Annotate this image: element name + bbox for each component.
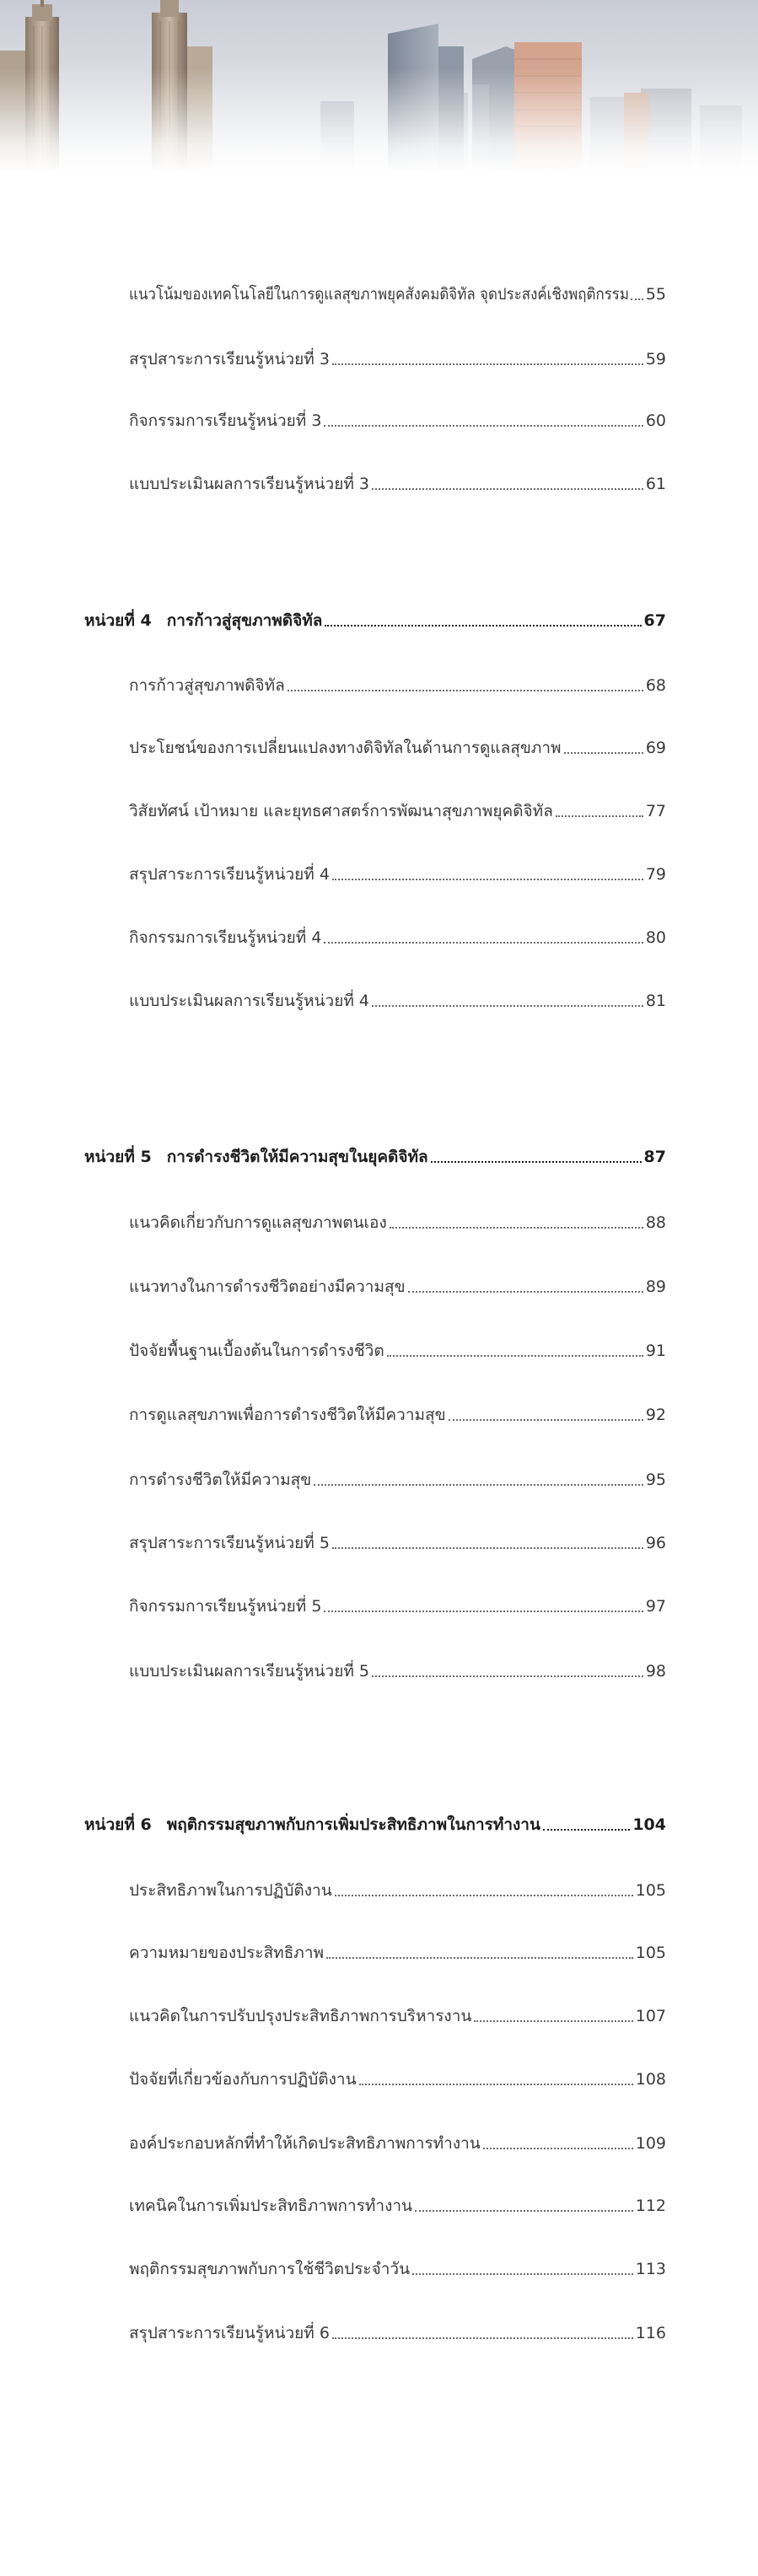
toc-item[interactable] <box>129 1528 666 1553</box>
toc-item-page: 55 <box>645 285 666 304</box>
dotted-leader <box>556 815 643 817</box>
toc-item-title: แบบประเมินผลการเรียนรู้หน่วยที่ 3 <box>129 475 369 493</box>
toc-item-page: 92 <box>645 1406 666 1424</box>
toc-item-page: 88 <box>645 1213 666 1232</box>
toc-item-title: เทคนิคในการเพิ่มประสิทธิภาพการทำงาน <box>129 2197 413 2215</box>
toc-item[interactable] <box>129 469 666 494</box>
dotted-leader <box>324 941 642 944</box>
toc-item-title: แนวคิดเกี่ยวกับการดูแลสุขภาพตนเอง <box>129 1213 387 1232</box>
dotted-leader <box>431 1160 642 1163</box>
toc-item-page: 89 <box>645 1277 666 1296</box>
toc-item[interactable] <box>129 1591 666 1616</box>
toc-item-title: วิสัยทัศน์ เป้าหมาย และยุทธศาสตร์การพัฒนาสุขภาพยุคดิจิทัล <box>129 802 553 820</box>
dotted-leader <box>288 689 643 691</box>
toc-item-title: กิจกรรมการเรียนรู้หน่วยที่ 3 <box>129 411 322 430</box>
toc-item[interactable] <box>129 2254 666 2279</box>
toc-item-page: 68 <box>645 676 666 695</box>
toc-item[interactable] <box>129 2128 666 2154</box>
toc-item-title: การดำรงชีวิตให้มีความสุข <box>129 1471 312 1489</box>
toc-item-title: แนวโน้มของเทคโนโลยีในการดูแลสุขภาพยุคสังคมดิจิทัล จุดประสงค์เชิงพฤติกรรม <box>129 285 629 304</box>
dotted-leader <box>390 1226 643 1229</box>
toc-item-page: 60 <box>645 411 666 430</box>
toc-item-page: 61 <box>645 475 666 493</box>
toc-item[interactable] <box>129 2001 666 2026</box>
toc-item[interactable] <box>129 733 666 758</box>
toc-item-title: ประสิทธิภาพในการปฏิบัติงาน <box>129 1881 332 1900</box>
dotted-leader <box>335 1894 633 1896</box>
toc-item-page: 107 <box>635 2007 666 2025</box>
toc-item[interactable] <box>129 859 666 885</box>
dotted-leader <box>631 298 643 300</box>
dotted-leader <box>415 2209 633 2212</box>
unit-heading-label <box>84 1815 540 1835</box>
toc-item-title: ปัจจัยพื้นฐานเบื้องต้นในการดำรงชีวิต <box>129 1342 384 1360</box>
toc-item-page: 109 <box>635 2134 666 2153</box>
unit-number: หน่วยที่ 5 <box>84 1148 152 1166</box>
toc-item-title: สรุปสาระการเรียนรู้หน่วยที่ 3 <box>129 350 330 368</box>
toc-item[interactable] <box>129 1207 666 1233</box>
dotted-leader <box>449 1418 643 1421</box>
toc-item-page: 116 <box>635 2324 666 2342</box>
toc-item-page: 105 <box>635 1944 666 1962</box>
toc-item[interactable] <box>129 922 666 948</box>
toc-item-title: แบบประเมินผลการเรียนรู้หน่วยที่ 4 <box>129 992 369 1010</box>
dotted-leader <box>387 1354 643 1357</box>
toc-item-page: 69 <box>645 739 666 757</box>
toc-item[interactable] <box>129 986 666 1011</box>
toc-item-page: 95 <box>645 1471 666 1489</box>
dotted-leader <box>359 2083 633 2085</box>
dotted-leader <box>332 363 643 365</box>
toc-item-page: 80 <box>645 928 666 947</box>
toc-item-page: 112 <box>635 2197 666 2215</box>
unit-heading[interactable] <box>84 1142 666 1167</box>
dotted-leader <box>372 1675 643 1677</box>
toc-item-title: การดูแลสุขภาพเพื่อการดำรงชีวิตให้มีความสุข <box>129 1406 446 1424</box>
toc-item[interactable] <box>129 796 666 821</box>
banner-fade <box>0 0 758 173</box>
toc-item-title: กิจกรรมการเรียนรู้หน่วยที่ 4 <box>129 928 322 947</box>
toc-item-title: แนวคิดในการปรับปรุงประสิทธิภาพการบริหารงาน <box>129 2007 472 2025</box>
unit-page: 67 <box>643 611 666 630</box>
dotted-leader <box>324 1610 642 1612</box>
dotted-leader <box>543 1828 630 1831</box>
toc-item-page: 113 <box>635 2260 666 2278</box>
unit-number: หน่วยที่ 6 <box>84 1815 152 1834</box>
toc-item-title: แบบประเมินผลการเรียนรู้หน่วยที่ 5 <box>129 1662 369 1681</box>
toc-item[interactable] <box>129 2318 666 2343</box>
unit-page: 104 <box>632 1815 666 1834</box>
dotted-leader <box>332 2337 633 2339</box>
toc-item-title: กิจกรรมการเรียนรู้หน่วยที่ 5 <box>129 1597 322 1616</box>
toc-item[interactable] <box>129 279 666 304</box>
toc-item[interactable] <box>129 1875 666 1901</box>
city-skyline-banner <box>0 0 758 173</box>
dotted-leader <box>314 1483 643 1486</box>
toc-item-title: ปัจจัยที่เกี่ยวข้องกับการปฏิบัติงาน <box>129 2070 357 2089</box>
toc-item[interactable] <box>129 1336 666 1361</box>
toc-item-page: 105 <box>635 1881 666 1900</box>
toc-item[interactable] <box>129 670 666 696</box>
dotted-leader <box>324 424 642 427</box>
toc-item-page: 79 <box>645 865 666 884</box>
dotted-leader <box>325 624 641 627</box>
toc-item[interactable] <box>129 1656 666 1681</box>
dotted-leader <box>332 878 643 880</box>
toc-item-title: แนวทางในการดำรงชีวิตอย่างมีความสุข <box>129 1277 406 1296</box>
toc-item-title: การก้าวสู่สุขภาพดิจิทัล <box>129 676 285 695</box>
toc-item[interactable] <box>129 1938 666 1963</box>
toc-item-title: องค์ประกอบหลักที่ทำให้เกิดประสิทธิภาพการทำงาน <box>129 2134 481 2153</box>
toc-item-title: สรุปสาระการเรียนรู้หน่วยที่ 4 <box>129 865 330 884</box>
unit-title: การก้าวสู่สุขภาพดิจิทัล <box>166 611 323 630</box>
toc-item[interactable] <box>129 406 666 431</box>
toc-item-title: สรุปสาระการเรียนรู้หน่วยที่ 5 <box>129 1534 330 1552</box>
toc-item[interactable] <box>129 2064 666 2089</box>
unit-heading[interactable] <box>84 1810 666 1835</box>
toc-item-page: 91 <box>645 1342 666 1360</box>
unit-title: พฤติกรรมสุขภาพกับการเพิ่มประสิทธิภาพในการทำงาน <box>166 1815 540 1834</box>
toc-item-title: พฤติกรรมสุขภาพกับการใช้ชีวิตประจำวัน <box>129 2260 411 2278</box>
dotted-leader <box>412 2272 633 2275</box>
dotted-leader <box>332 1546 643 1549</box>
unit-heading[interactable] <box>84 605 666 631</box>
dotted-leader <box>372 1004 643 1007</box>
toc-item-title: ประโยชน์ของการเปลี่ยนแปลงทางดิจิทัลในด้านการดูแลสุขภาพ <box>129 739 562 757</box>
dotted-leader <box>474 2019 632 2022</box>
toc-item-title: สรุปสาระการเรียนรู้หน่วยที่ 6 <box>129 2324 330 2342</box>
toc-item-page: 97 <box>645 1597 666 1616</box>
unit-heading-label <box>84 610 322 631</box>
toc-item[interactable] <box>129 1272 666 1297</box>
toc-item-page: 98 <box>645 1662 666 1681</box>
toc-item-page: 108 <box>635 2070 666 2089</box>
unit-title: การดำรงชีวิตให้มีความสุขในยุคดิจิทัล <box>166 1148 428 1166</box>
toc-item[interactable] <box>129 2191 666 2216</box>
dotted-leader <box>408 1290 643 1293</box>
unit-page: 87 <box>643 1148 666 1166</box>
toc-item[interactable] <box>129 344 666 369</box>
unit-heading-label <box>84 1147 428 1167</box>
dotted-leader <box>326 1956 633 1959</box>
dotted-leader <box>483 2147 633 2149</box>
toc-item-page: 96 <box>645 1534 666 1552</box>
toc-item-page: 59 <box>645 350 666 368</box>
dotted-leader <box>564 751 643 754</box>
unit-number: หน่วยที่ 4 <box>84 611 152 630</box>
toc-item-page: 81 <box>645 992 666 1010</box>
dotted-leader <box>372 487 643 490</box>
toc-item-title: ความหมายของประสิทธิภาพ <box>129 1944 325 1962</box>
toc-item[interactable] <box>129 1465 666 1490</box>
toc-item-page: 77 <box>645 802 666 820</box>
toc-item[interactable] <box>129 1400 666 1425</box>
